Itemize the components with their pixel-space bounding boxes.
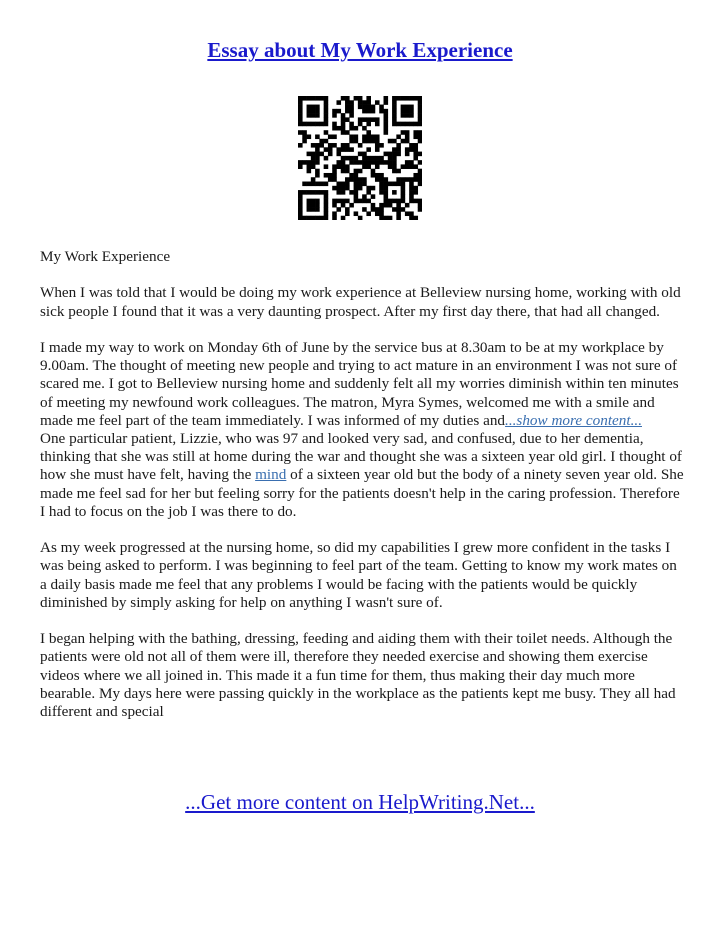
paragraph-2 — [40, 339, 685, 430]
paragraph-3-text-start: One particular patient, Lizzie, who was 97 and looked very sad, and confused, due to her dementia, thinking that she was still at home during the war and thought she was a sixteen year old girl. I thought of how she must have felt, having the — [40, 430, 682, 484]
show-more-link[interactable]: ...show more content... — [505, 411, 642, 429]
get-more-content-link[interactable]: ...Get more content on HelpWriting.Net... — [185, 790, 535, 814]
paragraph-4: As my week progressed at the nursing home, so did my capabilities I grew more confident in the tasks I was being asked to perform. I was beginning to feel part of the team. Getting to know my work mates on a daily basis made me feel that any problems I would be facing with the patients would be quickly diminished by simply asking for help on anything I wasn't sure of. — [40, 539, 677, 611]
mind-link[interactable]: mind — [255, 466, 287, 484]
paragraph-3 — [40, 430, 685, 521]
paragraph-1: When I was told that I would be doing my work experience at Belleview nursing home, working with old sick people I found that it was a very daunting prospect. After my first day there, that had all changed. — [40, 284, 681, 320]
essay-title[interactable]: Essay about My Work Experience — [207, 38, 513, 62]
paragraph-3-text-end: of a sixteen year old but the body of a ninety seven year old. She made me feel sad for her but feeling sorry for the patients doesn't help in the caring profession. Therefore I had to focus on the job I was there to do. — [40, 466, 684, 520]
paragraph-5: I began helping with the bathing, dressing, feeding and aiding them with their toilet needs. Although the patients were old not all of them were ill, therefore they needed exercise and showing them exercise videos where we all joined in. This made it a fun time for them, thus making their day much more bearable. My days here were passing quickly in the workplace as the patients kept me busy. They all had different and special — [40, 630, 676, 721]
qr-code-icon — [298, 96, 422, 220]
essay-heading: My Work Experience — [40, 248, 171, 265]
essay-body — [40, 248, 685, 739]
paragraph-2-text: I made my way to work on Monday 6th of June by the service bus at 8.30am to be at my workplace by 9.00am. The thought of meeting new people and trying to act mature in an environment I was not sure of scared me. I got to Belleview nursing home and suddenly felt all my worries diminish within ten minutes of meeting my newfound work colleagues. The matron, Myra Symes, welcomed me with a smile and made me feel part of the team immediately. I was informed of my duties and — [40, 338, 679, 429]
